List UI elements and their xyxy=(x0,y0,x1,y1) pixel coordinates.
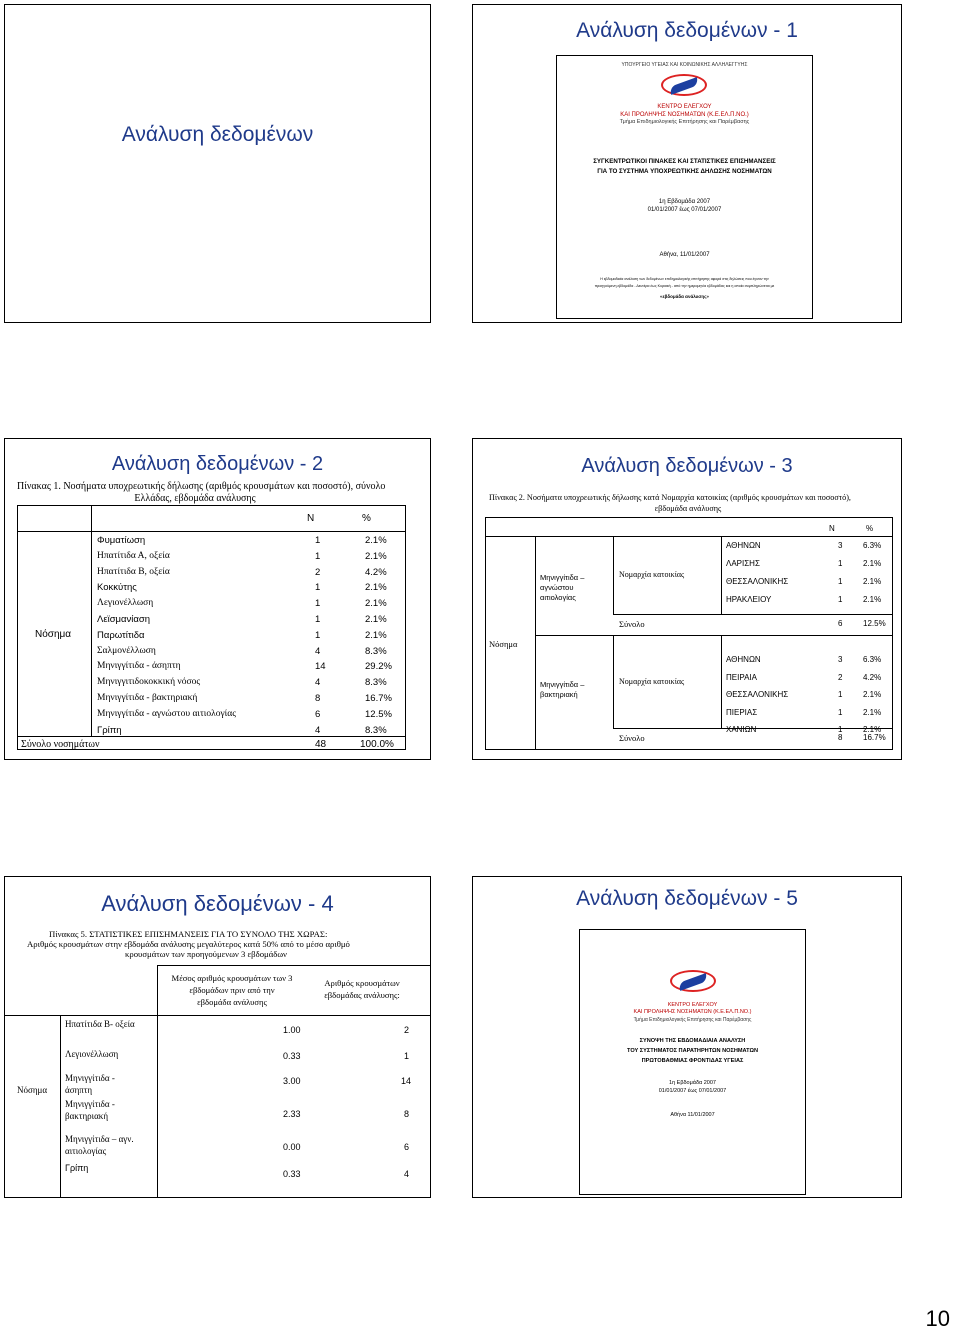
table5-col-count-line2: εβδομάδας ανάλυσης: xyxy=(324,990,400,1000)
table2-row-prefecture: ΑΘΗΝΩΝ xyxy=(726,655,761,664)
table2-row-pct: 2.1% xyxy=(863,559,882,568)
summary-cover-page xyxy=(579,929,806,1195)
table1-border-right xyxy=(405,505,406,749)
table5-header-top xyxy=(157,965,431,966)
table1-row-name: Ηπατίτιδα Β, οξεία xyxy=(97,566,170,577)
table1-total-n: 48 xyxy=(315,739,327,750)
table1-row-n: 4 xyxy=(315,645,321,657)
slide-1 xyxy=(4,4,431,323)
table2-row-prefecture: ΠΙΕΡΙΑΣ xyxy=(726,707,758,717)
table2-col-n: N xyxy=(829,524,835,533)
table2-row-pct: 2.1% xyxy=(863,690,882,699)
slide-4-title: Ανάλυση δεδομένων - 4 xyxy=(101,891,334,916)
table2-disease-divider xyxy=(535,635,893,636)
slide-1-title: Ανάλυση δεδομένων xyxy=(121,123,314,146)
table5-row-name-cont: άσηπτη xyxy=(65,1085,93,1095)
disease2-total-n: 8 xyxy=(838,733,843,742)
table5-row-mean: 0.00 xyxy=(283,1142,301,1152)
table5-row-name: Ηπατίτιδα Β- οξεία xyxy=(65,1019,135,1029)
keelpno-logo xyxy=(661,70,707,100)
disease2-total-label: Σύνολο xyxy=(619,733,645,743)
table1-total-pct: 100.0% xyxy=(360,739,394,750)
table1-row-n: 1 xyxy=(315,629,321,641)
table2-row-n: 1 xyxy=(838,577,843,586)
table1-col-pct: % xyxy=(362,513,371,524)
table5-col-mean-line3: εβδομάδα ανάλυσης xyxy=(197,997,267,1007)
table1-row-n: 1 xyxy=(315,598,321,610)
table2-row-prefecture: ΠΕΙΡΑΙΑ xyxy=(726,672,757,682)
table5-row-mean: 2.33 xyxy=(283,1109,301,1119)
table1-border-left xyxy=(17,505,18,749)
table5-name-divider xyxy=(157,1015,158,1198)
summary-center-name: ΚΕΝΤΡΟ ΕΛΕΓΧΟΥ xyxy=(667,1002,718,1008)
disease1-total-n: 6 xyxy=(838,619,843,628)
table5-group-divider xyxy=(60,1015,61,1198)
summary-week: 1η Εβδομάδα 2007 xyxy=(669,1080,716,1086)
table1-row-pct: 29.2% xyxy=(365,661,392,673)
table2-row-pct: 6.3% xyxy=(863,541,882,550)
table1-row-name: Παρωτίτιδα xyxy=(97,629,145,641)
table1-row-n: 1 xyxy=(315,535,321,546)
table1-row-pct: 2.1% xyxy=(365,598,387,610)
table5-row-count: 2 xyxy=(404,1025,410,1035)
slide-3 xyxy=(472,438,902,760)
table1-row-name: Σαλμονέλλωση xyxy=(97,645,156,656)
cover-center-name: ΚΕΝΤΡΟ ΕΛΕΓΧΟΥ xyxy=(657,104,712,110)
cover-note-1: Η εβδομαδιαία ανάλυση των δεδομένων επιδημιολογικής επιτήρησης αφορά στις δηλώσεις που έγιναν την xyxy=(600,277,769,281)
table2-border-bottom xyxy=(485,749,893,750)
table2-row-n: 3 xyxy=(838,655,843,664)
table2-row-prefecture: ΑΘΗΝΩΝ xyxy=(726,541,761,550)
table5-row-count: 14 xyxy=(401,1076,412,1086)
table5-row-name: Μηνιγγίτιδα – αγν. xyxy=(65,1134,134,1144)
table2-caption-line1: Πίνακας 2. Νοσήματα υποχρεωτικής δήλωσης κατά Νομαρχία κατοικίας (αριθμός κρουσμάτων και ποσοστό), xyxy=(489,493,851,502)
table1-row-name: Γρίπη xyxy=(97,724,122,736)
table1-row-pct: 2.1% xyxy=(365,550,387,562)
table2-row-n: 1 xyxy=(838,690,843,699)
table5-row-count: 8 xyxy=(404,1109,410,1119)
table1-row-pct: 2.1% xyxy=(365,614,387,625)
table1-row-pct: 16.7% xyxy=(365,693,392,704)
disease2-divider xyxy=(613,635,614,728)
table2-row-pct: 6.3% xyxy=(863,655,882,664)
table2-row-n: 3 xyxy=(838,541,843,550)
table5-row-name: Λεγιονέλλωση xyxy=(65,1049,119,1059)
table5-row-count: 6 xyxy=(404,1142,410,1152)
table1-row-pct: 8.3% xyxy=(365,645,387,657)
cover-heading-2: ΓΙΑ ΤΟ ΣΥΣΤΗΜΑ ΥΠΟΧΡΕΩΤΙΚΗΣ ΔΗΛΩΣΗΣ ΝΟΣΗΜΑΤΩΝ xyxy=(597,168,772,175)
table2-row-n: 1 xyxy=(838,559,843,568)
table5-row-mean: 0.33 xyxy=(283,1169,301,1179)
disease1-prefecture-label: Νομαρχία κατοικίας xyxy=(619,570,685,579)
cover-dates: 01/01/2007 έως 07/01/2007 xyxy=(647,207,722,213)
table1-row-name: Λεγιονέλλωση xyxy=(97,598,154,609)
table2-caption-line2: εβδομάδα ανάλυσης xyxy=(654,504,722,513)
table5-col-count-line1: Αριθμός κρουσμάτων xyxy=(324,978,400,988)
keelpno-logo xyxy=(670,966,716,996)
table5-row-mean: 1.00 xyxy=(283,1025,301,1035)
disease2-total-pct: 16.7% xyxy=(863,733,886,742)
table1-caption-line2: Ελλάδας, εβδομάδα ανάλυσης xyxy=(134,493,256,504)
table5-row-mean: 3.00 xyxy=(283,1076,301,1086)
slide-3-title: Ανάλυση δεδομένων - 3 xyxy=(581,455,793,477)
table1-row-name: Λεϊσμανίαση xyxy=(97,614,151,625)
table1-row-n: 4 xyxy=(315,677,321,689)
table2-row-pct: 2.1% xyxy=(863,707,882,717)
disease2-name-line1: Μηνιγγίτιδα – xyxy=(540,680,585,689)
summary-heading-2: ΤΟΥ ΣΥΣΤΗΜΑΤΟΣ ΠΑΡΑΤΗΡΗΤΩΝ ΝΟΣΗΜΑΤΩΝ xyxy=(627,1048,758,1054)
table2-row-n: 1 xyxy=(838,595,843,604)
table5-caption-line2: Αριθμός κρουσμάτων στην εβδομάδα ανάλυσης μεγαλύτερος κατά 50% από το μέσο αριθμό xyxy=(27,939,350,949)
table1-col-n: N xyxy=(307,513,315,524)
table1-row-name: Φυματίωση xyxy=(97,535,146,546)
table1-header-rule xyxy=(17,531,406,532)
table1-group-divider xyxy=(91,505,92,736)
table5-caption-line3: κρουσμάτων των προηγούμενων 3 εβδομάδων xyxy=(125,949,287,959)
disease1-pref-divider xyxy=(721,536,722,614)
disease1-divider xyxy=(613,536,614,614)
table2-col-pct: % xyxy=(866,524,874,533)
table1-row-pct: 2.1% xyxy=(365,535,387,546)
table5-caption-line1: Πίνακας 5. ΣΤΑΤΙΣΤΙΚΕΣ ΕΠΙΣΗΜΑΝΣΕΙΣ ΓΙΑ ΤΟ ΣΥΝΟΛΟ ΤΗΣ ΧΩΡΑΣ: xyxy=(49,929,328,939)
table1-row-name: Ηπατίτιδα Α, οξεία xyxy=(97,550,170,561)
table2-border-top xyxy=(485,517,893,518)
disease1-name-line3: αιτιολογίας xyxy=(540,593,576,602)
table2-row-prefecture: ΛΑΡΙΣΗΣ xyxy=(726,559,760,568)
table1-row-n: 1 xyxy=(315,614,321,625)
table2-group-label: Νόσημα xyxy=(489,639,518,649)
table1-border-top xyxy=(17,505,406,506)
table1-row-name: Κοκκύτης xyxy=(97,582,137,594)
table2-border-left xyxy=(485,517,486,750)
table2-row-prefecture: ΘΕΣΣΑΛΟΝΙΚΗΣ xyxy=(726,690,789,699)
cover-note-3: «εβδομάδα ανάλυσης» xyxy=(660,294,709,299)
slide-5-title: Ανάλυση δεδομένων - 5 xyxy=(576,887,798,910)
table1-row-pct: 2.1% xyxy=(365,582,387,594)
disease2-name-line2: βακτηριακή xyxy=(540,690,578,699)
table2-row-pct: 4.2% xyxy=(863,672,882,682)
slide-2 xyxy=(4,438,431,760)
disease1-total-label: Σύνολο xyxy=(619,619,645,629)
table2-row-n: 1 xyxy=(838,725,843,734)
summary-heading-3: ΠΡΩΤΟΒΑΘΜΙΑΣ ΦΡΟΝΤΙΔΑΣ ΥΓΕΙΑΣ xyxy=(641,1058,744,1064)
table1-row-n: 4 xyxy=(315,724,321,736)
table1-row-name: Μηνιγγίτιδα - άσηπτη xyxy=(97,661,181,672)
table5-row-name: Μηνιγγίτιδα - xyxy=(65,1099,115,1109)
table1-row-pct: 8.3% xyxy=(365,677,387,689)
disease1-name-line1: Μηνιγγίτιδα – xyxy=(540,573,585,582)
table1-row-pct: 12.5% xyxy=(365,708,392,720)
table1-row-n: 1 xyxy=(315,550,321,562)
slide-cover xyxy=(472,4,902,323)
cover-note-2: προηγούμενη εβδομάδα - Δευτέρα έως Κυριακή - από την ημερομηνία εβδομάδας και η οποία συμπληρώνεται με xyxy=(594,284,775,288)
summary-center-abbrev: ΚΑΙ ΠΡΟΛΗΨΗΣ ΝΟΣΗΜΑΤΩΝ (Κ.Ε.ΕΛ.Π.ΝΟ.) xyxy=(633,1009,752,1015)
table1-row-pct: 2.1% xyxy=(365,629,387,641)
disease1-total-pct: 12.5% xyxy=(863,619,886,628)
table2-row-n: 1 xyxy=(838,707,843,717)
cover-department: Τμήμα Επιδημιολογικής Επιτήρησης και Παρέμβασης xyxy=(619,119,750,125)
table2-row-n: 2 xyxy=(838,672,843,682)
table5-row-name: Μηνιγγίτιδα - xyxy=(65,1073,115,1083)
table5-row-name: Γρίπη xyxy=(65,1163,89,1173)
table1-row-pct: 8.3% xyxy=(365,724,387,736)
page-number: 10 xyxy=(925,1306,950,1331)
summary-heading-1: ΣΥΝΟΨΗ ΤΗΣ ΕΒΔΟΜΑΔΙΑΙΑ ΑΝΑΛΥΣΗ xyxy=(639,1038,746,1044)
cover-page xyxy=(556,55,813,319)
table1-row-n: 8 xyxy=(315,693,321,704)
table5-row-name-cont: αιτιολογίας xyxy=(65,1146,107,1156)
summary-department: Τμήμα Επιδημιολογικής Επιτήρησης και Παρέμβασης xyxy=(633,1017,752,1023)
table2-row-pct: 2.1% xyxy=(863,577,882,586)
disease2-prefecture-label: Νομαρχία κατοικίας xyxy=(619,677,685,686)
cover-heading-1: ΣΥΓΚΕΝΤΡΩΤΙΚΟΙ ΠΙΝΑΚΕΣ ΚΑΙ ΣΤΑΤΙΣΤΙΚΕΣ ΕΠΙΣΗΜΑΝΣΕΙΣ xyxy=(593,158,776,165)
table1-row-name: Μηνιγγίτιδα - αγνώστου αιτιολογίας xyxy=(97,708,236,719)
slide-2-title: Ανάλυση δεδομένων - 2 xyxy=(111,453,324,475)
table1-row-n: 14 xyxy=(315,661,326,673)
cover-ministry: ΥΠΟΥΡΓΕΙΟ ΥΓΕΙΑΣ ΚΑΙ ΚΟΙΝΩΝΙΚΗΣ ΑΛΛΗΛΕΓΓΥΗΣ xyxy=(621,62,748,68)
summary-place-date: Αθήνα 11/01/2007 xyxy=(670,1112,715,1118)
table1-group-label: Νόσημα xyxy=(35,629,72,640)
table1-row-n: 1 xyxy=(315,582,321,594)
table5-col-mean-line2: εβδομάδων πριν από την xyxy=(189,985,275,995)
table5-header-rule xyxy=(5,1015,431,1016)
table5-row-name-cont: βακτηριακή xyxy=(65,1111,109,1121)
table1-body-rule xyxy=(17,736,406,737)
disease2-pref-divider xyxy=(721,635,722,728)
slide-4 xyxy=(4,876,431,1198)
table1-caption-line1: Πίνακας 1. Νοσήματα υποχρεωτικής δήλωσης (αριθμός κρουσμάτων και ποσοστό), σύνολο xyxy=(17,481,386,492)
table1-row-pct: 4.2% xyxy=(365,566,387,578)
slide-cover-title: Ανάλυση δεδομένων - 1 xyxy=(576,19,798,42)
table2-row-prefecture: ΧΑΝΙΩΝ xyxy=(726,725,757,734)
summary-dates: 01/01/2007 έως 07/01/2007 xyxy=(658,1088,727,1094)
disease1-total-rule xyxy=(613,614,893,615)
cover-week: 1η Εβδομάδα 2007 xyxy=(658,199,711,205)
table1-row-name: Μηνιγγίτιδα - βακτηριακή xyxy=(97,693,198,703)
slide-5 xyxy=(472,876,902,1198)
disease1-name-line2: αγνώστου xyxy=(540,583,574,592)
table2-group-divider xyxy=(535,536,536,749)
table1-row-n: 6 xyxy=(315,708,321,720)
table5-row-count: 1 xyxy=(404,1051,410,1061)
table5-row-count: 4 xyxy=(404,1169,410,1179)
table2-header-rule xyxy=(485,536,893,537)
table5-col-mean-line1: Μέσος αριθμός κρουσμάτων των 3 xyxy=(171,973,293,983)
table1-total-label: Σύνολο νοσημάτων xyxy=(21,739,100,750)
table1-row-n: 2 xyxy=(315,566,321,578)
table2-border-right xyxy=(892,517,893,750)
table2-row-prefecture: ΘΕΣΣΑΛΟΝΙΚΗΣ xyxy=(726,577,789,586)
table2-row-pct: 2.1% xyxy=(863,595,882,604)
cover-place-date: Αθήνα, 11/01/2007 xyxy=(659,252,710,258)
table5-row-mean: 0.33 xyxy=(283,1051,301,1061)
table1-row-name: Μηνιγγιτιδοκοκκική νόσος xyxy=(97,677,201,688)
table2-row-pct: 2.1% xyxy=(863,725,882,734)
cover-center-abbrev: ΚΑΙ ΠΡΟΛΗΨΗΣ ΝΟΣΗΜΑΤΩΝ (Κ.Ε.ΕΛ.Π.ΝΟ.) xyxy=(620,112,749,118)
table5-group-label: Νόσημα xyxy=(17,1085,48,1095)
table2-row-prefecture: ΗΡΑΚΛΕΙΟΥ xyxy=(726,595,772,604)
